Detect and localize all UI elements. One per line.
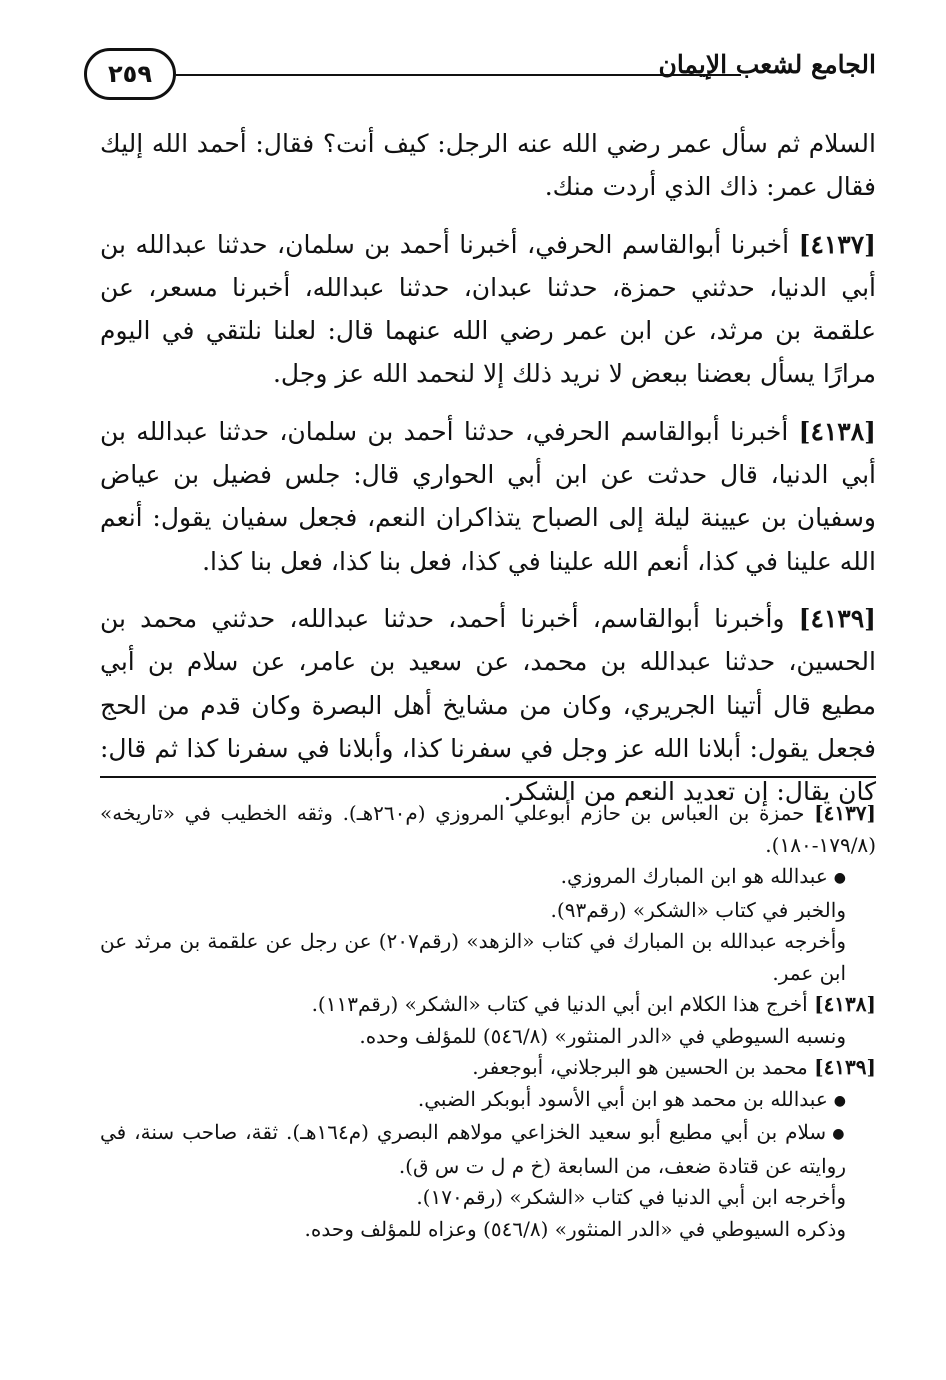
footnote-text: محمد بن الحسين هو البرجلاني، أبوجعفر. — [472, 1055, 808, 1079]
footnote-line: وذكره السيوطي في «الدر المنثور» (٥٤٦/٨) وعزاه للمؤلف وحده. — [304, 1216, 846, 1241]
footnote-text: أخرج هذا الكلام ابن أبي الدنيا في كتاب «الشكر» (رقم١١٣). — [311, 992, 808, 1016]
page-number: ٢٥٩ — [84, 48, 176, 100]
footnote-line: والخبر في كتاب «الشكر» (رقم٩٣). — [550, 897, 846, 922]
hadith-number: [٤١٣٧] — [798, 229, 876, 259]
footnotes — [100, 798, 876, 1245]
footnote-4138 — [100, 989, 876, 1021]
hadith-text: أخبرنا أبوالقاسم الحرفي، أخبرنا أحمد بن سلمان، حدثنا عبدالله بن أبي الدنيا، حدثني حمزة، حدثنا عبدان، حدثنا عبدالله، أخبرنا مسعر، عن علقمة بن مرثد، عن ابن عمر رضي الله عنهما قال: لعلنا نلتقي في اليوم مرارًا يسأل بعضنا ببعض لا نريد ذلك إلا لنحمد الله عز وجل. — [100, 229, 876, 389]
footnote-line: ونسبه السيوطي في «الدر المنثور» (٥٤٦/٨) للمؤلف وحده. — [359, 1023, 846, 1048]
page-header — [76, 40, 876, 110]
footnote-number: [٤١٣٨] — [814, 992, 876, 1016]
footnote-4137 — [100, 798, 876, 861]
footnote-text: حمزة بن العباس بن حازم أبوعلي المروزي (م٢٦٠هـ). وثقه الخطيب في «تاريخه» (١٧٩/٨-١٨٠). — [100, 801, 876, 857]
footnote-bullet: ● عبدالله بن محمد هو ابن أبي الأسود أبوبكر الضبي. — [100, 1084, 876, 1118]
hadith-text: وأخبرنا أبوالقاسم، أخبرنا أحمد، حدثنا عبدالله، حدثني محمد بن الحسين، حدثنا عبدالله بن محمد، عن سعيد بن عامر، عن سلام بن أبي مطيع قال أتينا الجريري، وكان من مشايخ أهل البصرة وكان قدم من الحج فجعل يقول: أبلانا الله عز وجل في سفرنا كذا، وأبلانا في سفرنا كذا ثم قال: كان يقال: إن تعديد النعم من الشكر. — [100, 603, 876, 807]
hadith-4137 — [100, 223, 876, 396]
footnote-line: وأخرجه عبدالله بن المبارك في كتاب «الزهد» (رقم٢٠٧) عن رجل عن علقمة بن مرثد عن ابن عمر. — [100, 929, 846, 985]
main-text — [100, 122, 876, 827]
footnote-separator — [100, 776, 876, 778]
intro-paragraph: السلام ثم سأل عمر رضي الله عنه الرجل: كيف أنت؟ فقال: أحمد الله إليك فقال عمر: ذاك الذي أردت منك. — [100, 129, 876, 202]
hadith-number: [٤١٣٨] — [798, 416, 876, 446]
hadith-text: أخبرنا أبوالقاسم الحرفي، حدثنا أحمد بن سلمان، حدثنا عبدالله بن أبي الدنيا، قال حدثت عن ابن أبي الحواري قال: جلس فضيل بن عياض وسفيان بن عيينة ليلة إلى الصباح يتذاكران النعم، فجعل سفيان يقول: أنعم الله علينا في كذا، أنعم الله علينا في كذا، فعل بنا كذا، فعل بنا كذا. — [100, 416, 876, 576]
hadith-4139 — [100, 597, 876, 813]
hadith-4138 — [100, 410, 876, 583]
hadith-number: [٤١٣٩] — [798, 603, 876, 633]
header-rule — [176, 74, 741, 76]
footnote-number: [٤١٣٩] — [814, 1055, 876, 1079]
running-title: الجامع لشعب الإيمان — [658, 50, 876, 79]
footnote-bullet: ● سلام بن أبي مطيع أبو سعيد الخزاعي مولاهم البصري (م١٦٤هـ). ثقة، صاحب سنة، في روايته عن قتادة ضعف، من السابعة (خ م ل ت س ق). — [100, 1117, 876, 1182]
footnote-bullet: ● عبدالله هو ابن المبارك المروزي. — [100, 861, 876, 895]
footnote-4139 — [100, 1052, 876, 1084]
footnote-line: وأخرجه ابن أبي الدنيا في كتاب «الشكر» (رقم١٧٠). — [416, 1185, 846, 1209]
footnote-number: [٤١٣٧] — [814, 801, 877, 825]
